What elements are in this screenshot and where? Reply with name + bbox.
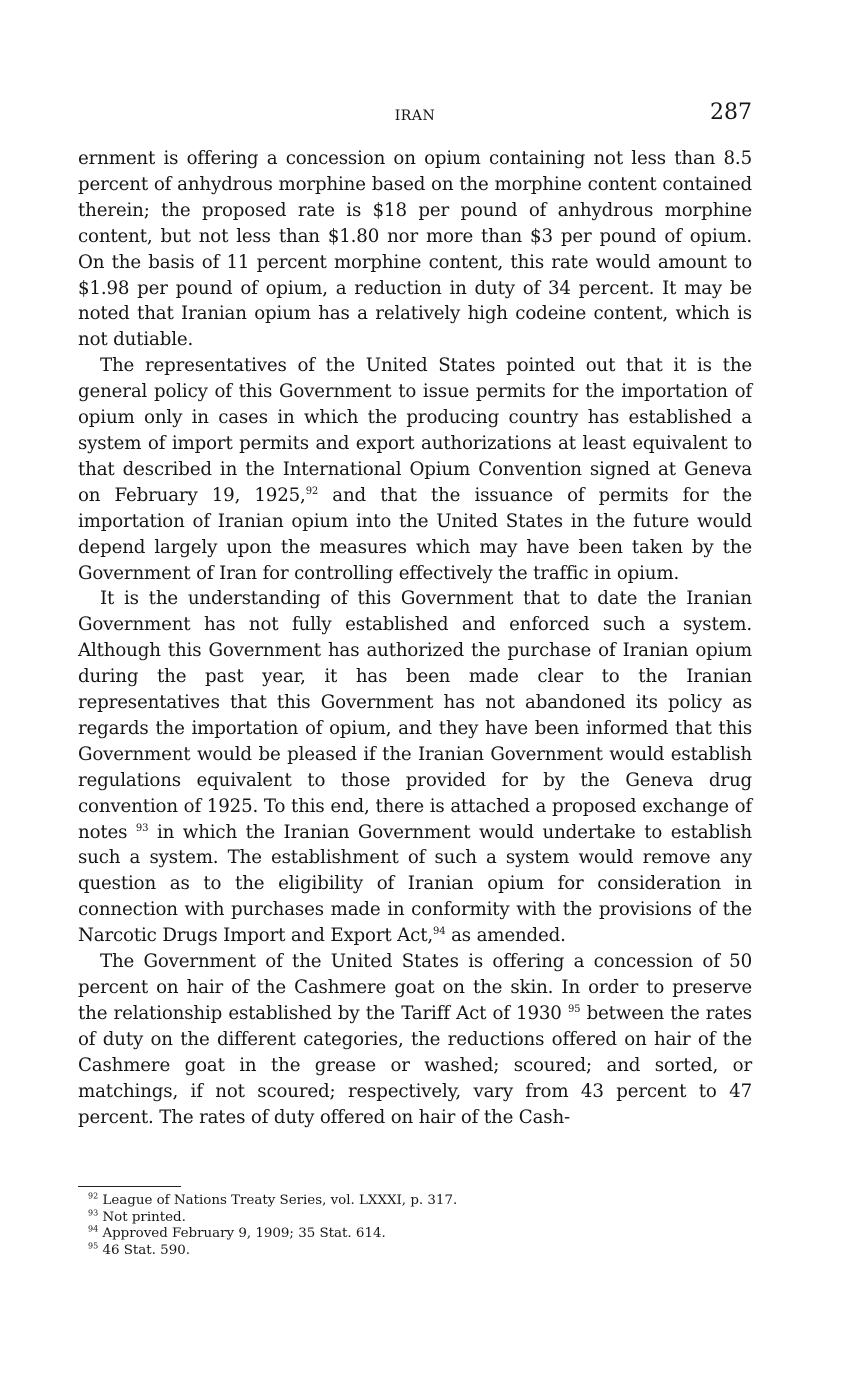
- paragraph: [78, 586, 752, 949]
- paragraph-text: as amended.: [445, 925, 566, 947]
- paragraph-text: and that the issuance of permits for the importation of Iranian opium into the United States in the future would depend largely upon the measures which may have been taken by the Government of Iran for controlling effectively the traffic in opium.: [78, 484, 752, 584]
- footnote-reference[interactable]: 94: [433, 926, 446, 938]
- footnotes: [88, 1193, 688, 1259]
- footnote-text: 46 Stat. 590.: [98, 1242, 190, 1258]
- paragraph-text: The Government of the United States is offering a concession of 50 percent on hair of the Cashmere goat on the skin. In order to preserve the relationship established by the Tariff Act of 1930: [78, 951, 752, 1024]
- footnote: [88, 1210, 688, 1227]
- footnote-mark: 92: [88, 1191, 99, 1201]
- footnote-text: Not printed.: [98, 1209, 186, 1225]
- body-text: [78, 146, 752, 1130]
- footnote-text: Approved February 9, 1909; 35 Stat. 614.: [98, 1226, 386, 1242]
- running-head: [78, 100, 752, 134]
- footnote-reference[interactable]: 92: [305, 485, 319, 497]
- footnote-mark: 95: [88, 1241, 99, 1251]
- footnote-mark: 94: [88, 1224, 99, 1234]
- paragraph: [78, 353, 752, 586]
- paragraph: [78, 949, 752, 1130]
- footnote-reference[interactable]: 95: [567, 1003, 581, 1015]
- footnote-text: League of Nations Treaty Series, vol. LXXXI, p. 317.: [98, 1193, 458, 1208]
- paragraph-text: between the rates of duty on the different categories, the reductions offered on hair of the Cashmere goat in the grease or washed; scoured; and sorted, or matchings, if not scoured; respectively, vary from 43 percent to 47 percent. The rates of duty offered on hair of the Cash-: [78, 1002, 752, 1128]
- footnote: [88, 1226, 688, 1243]
- paragraph-text: It is the understanding of this Government that to date the Iranian Government has not fully established and enforced such a system. Although this Government has authorized the purchase of Iranian opium during the past year, it has been made clear to the Iranian representatives that this Government has not abandoned its policy as regards the importation of opium, and they have been informed that this Government would be pleased if the Iranian Government would establish regulations equivalent to those provided for by the Geneva drug convention of 1925. To this end, there is attached a proposed exchange of notes: [78, 588, 752, 843]
- paragraph-text: ernment is offering a concession on opium containing not less than 8.5 percent of anhydrous morphine based on the morphine content contained therein; the proposed rate is $18 per pound of anhydrous morphine content, but not less than $1.80 nor more than $3 per pound of opium. On the basis of 11 percent morphine content, this rate would amount to $1.98 per pound of opium, a reduction in duty of 34 percent. It may be noted that Iranian opium has a relatively high codeine content, which is not dutiable.: [78, 148, 752, 351]
- page-number: 287: [710, 100, 752, 125]
- footnote-mark: 93: [88, 1208, 99, 1218]
- footnote: [88, 1243, 688, 1260]
- footnote-reference[interactable]: 93: [135, 822, 149, 834]
- paragraph-text: The representatives of the United States pointed out that it is the general policy of this Government to issue permits for the importation of opium only in cases in which the producing country has established a system of import permits and export authorizations at least equivalent to that described in the International Opium Convention signed at Geneva on February 19, 1925,: [78, 355, 752, 506]
- paragraph-text: in which the Iranian Government would undertake to establish such a system. The establishment of such a system would remove any question as to the eligibility of Iranian opium for consideration in connection with purchases made in conformity with the provisions of the Narcotic Drugs Import and Export Act,: [78, 821, 752, 947]
- chapter-title: IRAN: [394, 108, 436, 124]
- footnote: [88, 1193, 688, 1210]
- footnote-divider: [78, 1186, 181, 1187]
- paragraph-continued: [78, 146, 752, 353]
